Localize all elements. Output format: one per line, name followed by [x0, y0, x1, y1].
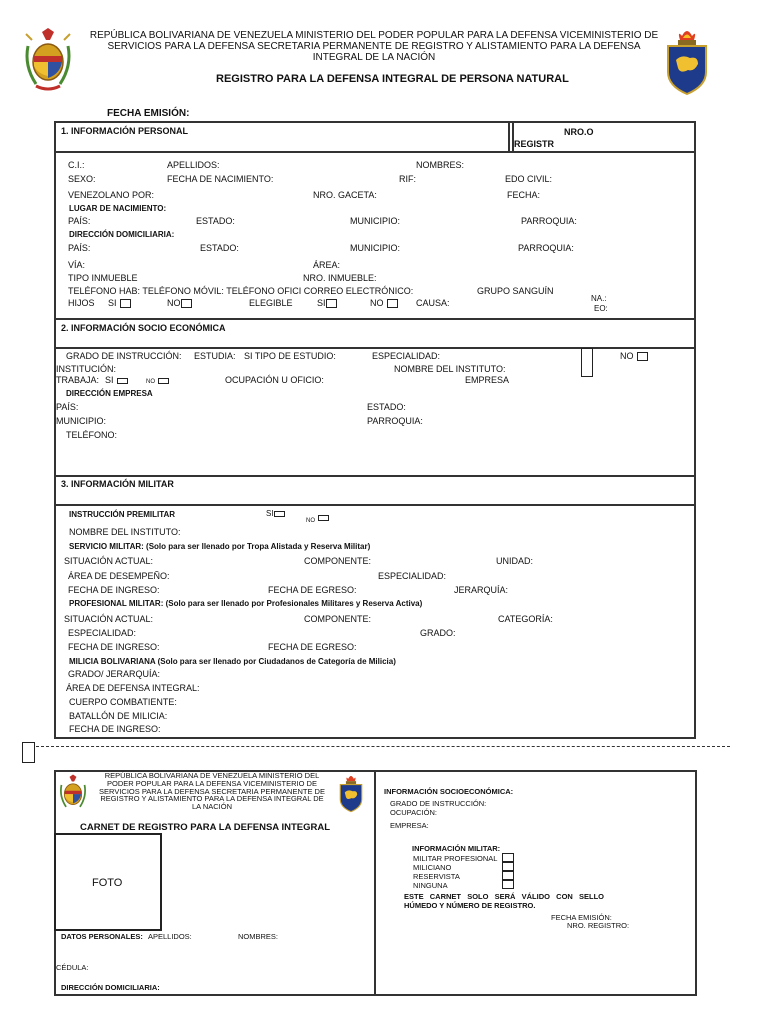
premilitar-no-label: NO: [306, 518, 315, 524]
servicio-situacion-label: SITUACIÓN ACTUAL:: [64, 556, 154, 566]
profesional-grado-label: GRADO:: [420, 628, 456, 638]
parroquia-label: PARROQUIA:: [521, 216, 577, 226]
elegible-no-label: NO: [370, 298, 384, 308]
carnet-institution: REPÚBLICA BOLIVARIANA DE VENEZUELA MINISTERIO DEL PODER POPULAR PARA LA DEFENSA VICEMINISTERIO DE SERVICIOS PARA LA DEFENSA SECRETARIA PERMANENTE DE REGISTRO Y ALISTAMIENTO PARA LA DEFENSA INTEGRAL DE LA NACIÓN: [99, 771, 325, 812]
ocupacion-label: OCUPACIÓN U OFICIO:: [225, 375, 324, 385]
servicio-unidad-label: UNIDAD:: [496, 556, 534, 566]
nro-inmueble-label: NRO. INMUEBLE:: [303, 273, 377, 283]
elegible-label: ELEGIBLE: [249, 298, 293, 308]
carnet-ocupacion: OCUPACIÓN:: [390, 808, 437, 817]
profesional-militar-heading: PROFESIONAL MILITAR: (Solo para ser llenado por Profesionales Militares y Reserva Activa): [69, 599, 423, 608]
carnet-nro-registro: NRO. REGISTRO:: [567, 921, 630, 930]
instruccion-premilitar-label: INSTRUCCIÓN PREMILITAR: [69, 510, 176, 519]
profesional-especialidad-label: ESPECIALIDAD:: [68, 628, 137, 638]
trabaja-si-checkbox[interactable]: [117, 378, 128, 384]
carnet-apellidos: APELLIDOS:: [148, 932, 192, 941]
militar-nombre-instituto-label: NOMBRE DEL INSTITUTO:: [69, 527, 181, 537]
premilitar-si-label: SI: [266, 509, 274, 518]
profesional-situacion-label: SITUACIÓN ACTUAL:: [64, 614, 154, 624]
empresa-label: EMPRESA: [465, 375, 510, 385]
estudia-no-checkbox[interactable]: [637, 352, 648, 361]
venezolano-por-label: VENEZOLANO POR:: [68, 190, 155, 200]
eo-label: EO:: [594, 304, 608, 313]
nombres-label: NOMBRES:: [416, 160, 465, 170]
elegible-no-option[interactable]: [370, 298, 398, 308]
estudia-label: ESTUDIA:: [194, 351, 236, 361]
milicia-fecha-ingreso-label: FECHA DE INGRESO:: [69, 724, 161, 734]
servicio-militar-heading: SERVICIO MILITAR: (Solo para ser llenado por Tropa Alistada y Reserva Militar): [69, 542, 371, 551]
page-title: REGISTRO PARA LA DEFENSA INTEGRAL DE PERSONA NATURAL: [216, 73, 569, 85]
carnet-shield-icon: [338, 773, 364, 813]
hijos-no-checkbox[interactable]: [181, 299, 192, 308]
empresa-telefono-label: TELÉFONO:: [66, 430, 118, 440]
via-label: VÍA:: [68, 260, 86, 270]
hijos-no-label: NO: [167, 298, 181, 308]
fecha-label: FECHA:: [507, 190, 541, 200]
milicia-bolivariana-heading: MILICIA BOLIVARIANA (Solo para ser llenado por Ciudadanos de Categoría de Milicia): [69, 657, 396, 666]
section-personal-title: 1. INFORMACIÓN PERSONAL: [61, 126, 189, 136]
estado-dom-label: ESTADO:: [200, 243, 239, 253]
profesional-categoria-label: CATEGORÍA:: [498, 614, 553, 624]
nombre-instituto-label: NOMBRE DEL INSTITUTO:: [394, 364, 506, 374]
estado-label: ESTADO:: [196, 216, 235, 226]
premilitar-si-option[interactable]: [266, 509, 285, 518]
nro-gaceta-label: NRO. GACETA:: [313, 190, 377, 200]
empresa-municipio-label: MUNICIPIO:: [56, 416, 107, 426]
carnet-title: CARNET DE REGISTRO PARA LA DEFENSA INTEGRAL: [80, 822, 330, 833]
apellidos-label: APELLIDOS:: [167, 160, 220, 170]
header-institution: REPÚBLICA BOLIVARIANA DE VENEZUELA MINISTERIO DEL PODER POPULAR PARA LA DEFENSA VICEMINISTERIO DE SERVICIOS PARA LA DEFENSA SECRETARIA PERMANENTE DE REGISTRO Y ALISTAMIENTO PARA LA DEFENSA INTEGRAL DE LA NACIÓN: [89, 30, 659, 63]
empresa-parroquia-label: PARROQUIA:: [367, 416, 423, 426]
cut-line: [36, 746, 730, 747]
pais-dom-label: PAÍS:: [68, 243, 91, 253]
nro-registro-divider: [508, 121, 510, 153]
hijos-si-label: SI: [108, 298, 117, 308]
hijos-no-option[interactable]: [167, 298, 192, 308]
carnet-fecha-emision: FECHA EMISIÓN:: [551, 913, 612, 922]
section-militar-title: 3. INFORMACIÓN MILITAR: [61, 479, 174, 489]
carnet-coat-of-arms-icon: [58, 773, 88, 813]
telefonos-label: TELÉFONO HAB: TELÉFONO MÓVIL: TELÉFONO OFICI CORREO ELECTRÓNICO:: [68, 286, 414, 296]
premilitar-no-option[interactable]: [306, 509, 329, 527]
area-desempeno-label: ÁREA DE DESEMPEÑO:: [68, 571, 170, 581]
empresa-estado-label: ESTADO:: [367, 402, 406, 412]
milicia-cuerpo-combatiente-label: CUERPO COMBATIENTE:: [69, 697, 177, 707]
estudia-tall-checkbox[interactable]: [581, 348, 593, 377]
servicio-especialidad-label: ESPECIALIDAD:: [378, 571, 447, 581]
servicio-jerarquia-label: JERARQUÍA:: [454, 585, 509, 595]
municipio-label: MUNICIPIO:: [350, 216, 401, 226]
carnet-direccion: DIRECCIÓN DOMICILIARIA:: [61, 983, 160, 992]
carnet-info-socio: INFORMACIÓN SOCIOECONÓMICA:: [384, 787, 514, 796]
direccion-empresa-heading: DIRECCIÓN EMPRESA: [66, 389, 153, 398]
institucion-label: INSTITUCIÓN:: [56, 364, 116, 374]
elegible-si-label: SI: [317, 298, 326, 308]
sexo-label: SEXO:: [68, 174, 96, 184]
hijos-row: [68, 298, 95, 308]
venezuela-coat-of-arms-icon: [22, 26, 74, 94]
carnet-nombres: NOMBRES:: [238, 932, 279, 941]
carnet-grado-instruccion: GRADO DE INSTRUCCIÓN:: [390, 799, 487, 808]
carnet-reservista: RESERVISTA: [413, 872, 460, 881]
especialidad-label: ESPECIALIDAD:: [372, 351, 441, 361]
carnet-info-militar: INFORMACIÓN MILITAR:: [412, 844, 501, 853]
profesional-componente-label: COMPONENTE:: [304, 614, 372, 624]
pais-label: PAÍS:: [68, 216, 91, 226]
direccion-domiciliaria-heading: DIRECCIÓN DOMICILIARIA:: [69, 230, 175, 239]
edo-civil-label: EDO CIVIL:: [505, 174, 553, 184]
elegible-si-checkbox[interactable]: [326, 299, 337, 308]
profesional-fecha-egreso-label: FECHA DE EGRESO:: [268, 642, 357, 652]
causa-label: CAUSA:: [416, 298, 450, 308]
trabaja-no-label: NO: [146, 379, 155, 385]
empresa-pais-label: PAÍS:: [56, 402, 79, 412]
hijos-si-option[interactable]: [108, 298, 131, 308]
milicia-grado-jerarquia-label: GRADO/ JERARQUÍA:: [68, 669, 161, 679]
carnet-ninguna-checkbox[interactable]: [502, 880, 514, 889]
parroquia-dom-label: PARROQUIA:: [518, 243, 574, 253]
premilitar-si-checkbox[interactable]: [274, 511, 285, 517]
lugar-nacimiento-heading: LUGAR DE NACIMIENTO:: [69, 204, 167, 213]
milicia-batallon-label: BATALLÓN DE MILICIA:: [69, 711, 168, 721]
section-socio-body: [54, 347, 696, 477]
ci-label: C.I.:: [68, 160, 85, 170]
hijos-si-checkbox[interactable]: [120, 299, 131, 308]
na-label: NA.:: [591, 294, 607, 303]
trabaja-no-option[interactable]: [146, 376, 169, 385]
section-socio-title: 2. INFORMACIÓN SOCIO ECONÓMICA: [61, 323, 226, 333]
profesional-fecha-ingreso-label: FECHA DE INGRESO:: [68, 642, 160, 652]
servicio-fecha-ingreso-label: FECHA DE INGRESO:: [68, 585, 160, 595]
carnet-cedula: CÉDULA:: [56, 963, 89, 972]
cut-marker-box: [22, 742, 35, 763]
municipio-dom-label: MUNICIPIO:: [350, 243, 401, 253]
nro-registro-label: [514, 126, 624, 150]
trabaja-si-label: SI: [105, 375, 114, 385]
elegible-no-checkbox[interactable]: [387, 299, 398, 308]
estudia-no-option[interactable]: [620, 351, 648, 361]
carnet-empresa: EMPRESA:: [390, 821, 429, 830]
servicio-fecha-egreso-label: FECHA DE EGRESO:: [268, 585, 357, 595]
grupo-sanguineo-label: GRUPO SANGUÍN: [477, 286, 554, 296]
carnet-datos-personales: DATOS PERSONALES:: [61, 932, 143, 941]
fecha-nacimiento-label: FECHA DE NACIMIENTO:: [167, 174, 274, 184]
servicio-componente-label: COMPONENTE:: [304, 556, 372, 566]
foto-label: FOTO: [92, 877, 123, 889]
carnet-miliciano-checkbox[interactable]: [502, 862, 514, 871]
si-tipo-estudio-label: SI TIPO DE ESTUDIO:: [244, 351, 336, 361]
tipo-inmueble-label: TIPO INMUEBLE: [68, 273, 138, 283]
fecha-emision-label: FECHA EMISIÓN:: [107, 108, 190, 119]
rif-label: RIF:: [399, 174, 416, 184]
carnet-ninguna: NINGUNA: [413, 881, 448, 890]
milicia-area-defensa-label: ÁREA DE DEFENSA INTEGRAL:: [66, 683, 200, 693]
carnet-divider: [374, 770, 376, 996]
carnet-validez-note: ESTE CARNET SOLO SERÁ VÁLIDO CON SELLO HÚMEDO Y NÚMERO DE REGISTRO.: [404, 892, 604, 910]
area-label: ÁREA:: [313, 260, 341, 270]
carnet-miliciano: MILICIANO: [413, 863, 452, 872]
nro-registro-text: NRO.O REGISTR: [514, 127, 594, 149]
carnet-militar-profesional: MILITAR PROFESIONAL: [413, 854, 498, 863]
carnet-militar-profesional-checkbox[interactable]: [502, 853, 514, 862]
premilitar-no-checkbox[interactable]: [318, 515, 329, 521]
carnet-reservista-checkbox[interactable]: [502, 871, 514, 880]
hijos-label: HIJOS: [68, 298, 95, 308]
defense-shield-icon: [664, 26, 710, 96]
trabaja-no-checkbox[interactable]: [158, 378, 169, 384]
elegible-si-option[interactable]: [317, 298, 337, 308]
estudia-no-label: NO: [620, 351, 634, 361]
trabaja-label: TRABAJA:: [56, 375, 100, 385]
trabaja-si-option[interactable]: [105, 375, 128, 385]
grado-instruccion-label: GRADO DE INSTRUCCIÓN:: [66, 351, 182, 361]
